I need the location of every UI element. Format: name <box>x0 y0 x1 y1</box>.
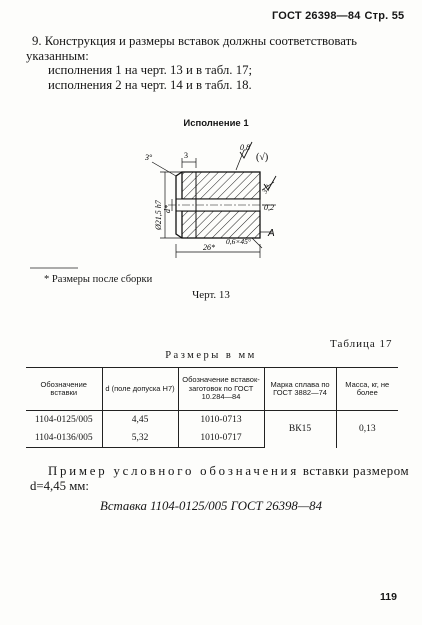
col-d: d (поле допуска H7) <box>102 368 178 411</box>
page-number: 119 <box>380 591 397 603</box>
example-line-2: d=4,45 мм: <box>30 479 89 493</box>
cell-designation: 1104-0136/005 <box>26 429 102 448</box>
col-blank: Обозначение вставок-заготовок по ГОСТ 10.284—84 <box>178 368 264 411</box>
table-header-row <box>26 368 398 411</box>
roughness-side-label: 3,2 <box>260 183 273 195</box>
chamfer-length-label: 3 <box>184 151 188 160</box>
paragraph-line-1: 9. Конструкция и размеры вставок должны соответствовать <box>32 34 358 48</box>
roughness-top-label: 0,8 <box>240 143 250 152</box>
figure-caption: Черт. 13 <box>192 289 230 301</box>
cell-d: 4,45 <box>102 411 178 430</box>
page-label: Стр. 55 <box>364 10 405 22</box>
paragraph-line-2: указанным: <box>26 48 89 63</box>
roughness-top-leader <box>236 150 244 170</box>
cell-d: 5,32 <box>102 429 178 448</box>
diameter-label: Ø21,5 h7 <box>154 200 163 230</box>
cell-alloy: ВК15 <box>264 411 336 448</box>
lower-hatched-wall <box>182 211 260 238</box>
example-designation: Вставка 1104-0125/005 ГОСТ 26398—84 <box>100 499 322 513</box>
chamfer-leader <box>252 238 262 248</box>
cell-blank: 1010-0717 <box>178 429 264 448</box>
roughness-general-label: (√) <box>256 152 269 163</box>
table-row <box>26 411 398 430</box>
figure-title: Исполнение 1 <box>183 118 249 129</box>
standard-number: ГОСТ 26398—84 <box>272 10 361 22</box>
length-label: 26* <box>203 243 215 252</box>
angle-leader <box>152 162 176 176</box>
col-mass: Масса, кг, не более <box>336 368 398 411</box>
table-title: Размеры в мм <box>165 350 257 361</box>
section-label: A <box>268 228 275 239</box>
col-designation: Обозначение вставки <box>26 368 102 411</box>
chamfer-label: 0,6×45° <box>226 237 251 246</box>
example-line-1 <box>48 464 409 479</box>
example-rest-text: вставки размером <box>302 464 410 478</box>
paragraph-line-4: исполнения 2 на черт. 14 и в табл. 18. <box>48 77 252 92</box>
table-caption: Таблица 17 <box>330 338 393 350</box>
cell-designation: 1104-0125/005 <box>34 415 93 425</box>
part-section <box>168 172 273 238</box>
paragraph-line-3: исполнения 1 на черт. 13 и в табл. 17; <box>48 63 253 77</box>
cell-mass: 0,13 <box>336 411 398 448</box>
dimensions-table <box>26 367 398 448</box>
bore-label: d* <box>163 205 172 213</box>
upper-hatched-wall <box>182 172 260 199</box>
footnote: * Размеры после сборки <box>44 274 153 285</box>
angle-label: 3° <box>145 153 153 162</box>
roughness-bore-label: 0,2 <box>264 203 274 212</box>
col-alloy: Марка сплава по ГОСТ 3882—74 <box>264 368 336 411</box>
cell-blank: 1010-0713 <box>178 411 264 430</box>
example-spaced-text: Пример условного обозначения <box>48 464 300 478</box>
